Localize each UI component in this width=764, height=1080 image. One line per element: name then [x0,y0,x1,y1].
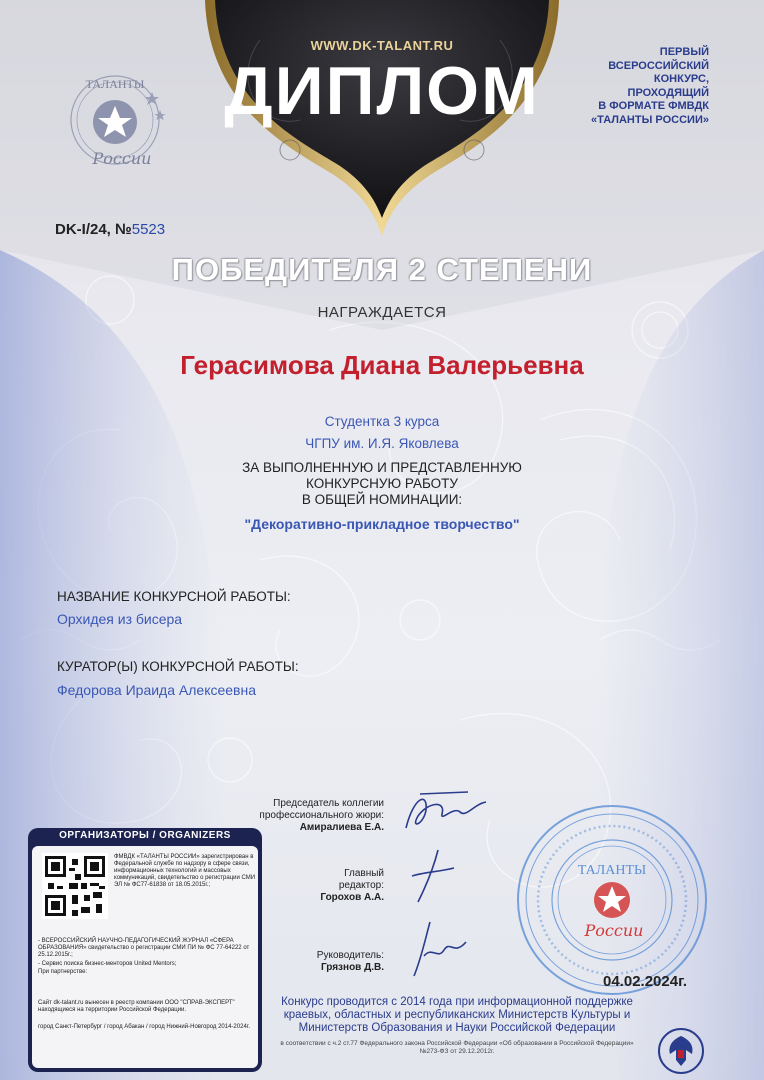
diploma-title: ДИПЛОМ [224,53,540,129]
awarded-label: НАГРАЖДАЕТСЯ [317,304,447,321]
stamp-text-top: ТАЛАНТЫ [577,863,647,878]
recipient-institution: ЧГПУ им. И.Я. Яковлева [305,436,459,451]
stamp-text-bottom: России [584,921,644,940]
for-work-line: КОНКУРСНУЮ РАБОТУ [305,476,458,491]
curator-label: КУРАТОР(Ы) КОНКУРСНОЙ РАБОТЫ: [57,659,299,674]
recipient-name: Герасимова Диана Валерьевна [180,350,584,380]
signature-role: редактор: [338,880,384,891]
contest-info-line: ВСЕРОССИЙСКИЙ [608,59,709,72]
coat-of-arms-icon [658,1026,704,1076]
signature-role: Председатель коллегии [273,798,384,809]
signature-name: Горохов А.А. [320,892,384,903]
signature-role: профессионального жюри: [259,810,384,821]
contest-info-line: «ТАЛАНТЫ РОССИИ» [591,113,709,126]
organizer-partners-label: При партнерстве: [38,969,88,975]
signature-role: Руководитель: [316,950,384,961]
contest-info-line: КОНКУРС, [653,73,709,85]
contest-info-line: В ФОРМАТЕ ФМВДК [598,100,709,112]
signature-name: Грязнов Д.В. [320,962,384,973]
organizer-partners-text: - Сервис поиска бизнес-менторов United Mentors; [38,961,177,967]
official-stamp [514,802,710,998]
logo-text-top: ТАЛАНТЫ [85,77,145,91]
contest-info-line: ПРОХОДЯЩИЙ [627,86,709,99]
website-label: WWW.DK-TALANT.RU [310,38,454,53]
diploma-number-prefix: DK-I/24, № [55,221,132,238]
handwritten-signature [396,786,492,838]
talanty-rossii-logo [60,62,180,182]
contest-info-line: ПЕРВЫЙ [659,46,709,58]
for-work-line: В ОБЩЕЙ НОМИНАЦИИ: [301,492,463,507]
organizer-registration-text: ФМВДК «ТАЛАНТЫ РОССИИ» зарегистрирован в Федеральной службе по надзору в сфере связи, информационных технологий и массовых коммуникаций, свидетельство о регистрации СМИ ЭЛ № ФС77-61838 от 18.05.2015г.; [114,854,256,888]
for-work-line: ЗА ВЫПОЛНЕННУЮ И ПРЕДСТАВЛЕННУЮ [242,460,522,475]
curator-name: Федорова Ираида Алексеевна [57,682,257,698]
diploma-number-value: 5523 [131,221,166,238]
work-title: Орхидея из бисера [57,611,183,627]
organizer-site-text: Сайт dk-talant.ru вынесен в реестр компании ООО "СПРАВ-ЭКСПЕРТ" находящиеся на территории Российской Федерации. [38,1000,235,1013]
issue-date: 04.02.2024г. [603,973,687,990]
signature-name: Амиралиева Е.А. [299,822,384,833]
award-degree: ПОБЕДИТЕЛЯ 2 СТЕПЕНИ [171,252,593,287]
handwritten-signature [404,916,474,982]
diploma-number [55,221,165,238]
organizer-journal-text: - ВСЕРОССИЙСКИЙ НАУЧНО-ПЕДАГОГИЧЕСКИЙ ЖУРНАЛ «СФЕРА ОБРАЗОВАНИЯ» свидетельство о регистрации СМИ ПИ № ФС 77-64222 от 25.12.2015г.; [38,938,250,958]
legal-note: в соответствии с ч.2 ст.77 Федерального закона Российской Федерации «Об образовании в Российской Федерации» №273-ФЗ от 29.12.2012г. [280,1040,634,1055]
handwritten-signature [404,846,464,906]
nomination: "Декоративно-прикладное творчество" [244,516,520,532]
organizers-heading: ОРГАНИЗАТОРЫ / ORGANIZERS [59,830,231,841]
work-title-label: НАЗВАНИЕ КОНКУРСНОЙ РАБОТЫ: [57,589,291,604]
signature-role: Главный [344,868,384,879]
organizer-cities-text: город Санкт-Петербург / город Абакан / город Нижний-Новгород 2014-2024г. [38,1024,250,1030]
recipient-position: Студентка 3 курса [324,414,440,429]
support-note: Конкурс проводится с 2014 года при информационной поддержке краевых, областных и республиканских Министерств Культуры и Министерств Образования и Науки Российской Федерации [281,996,633,1034]
logo-text-bottom: России [92,149,152,168]
qr-code[interactable] [42,853,108,919]
contest-info [549,46,709,127]
